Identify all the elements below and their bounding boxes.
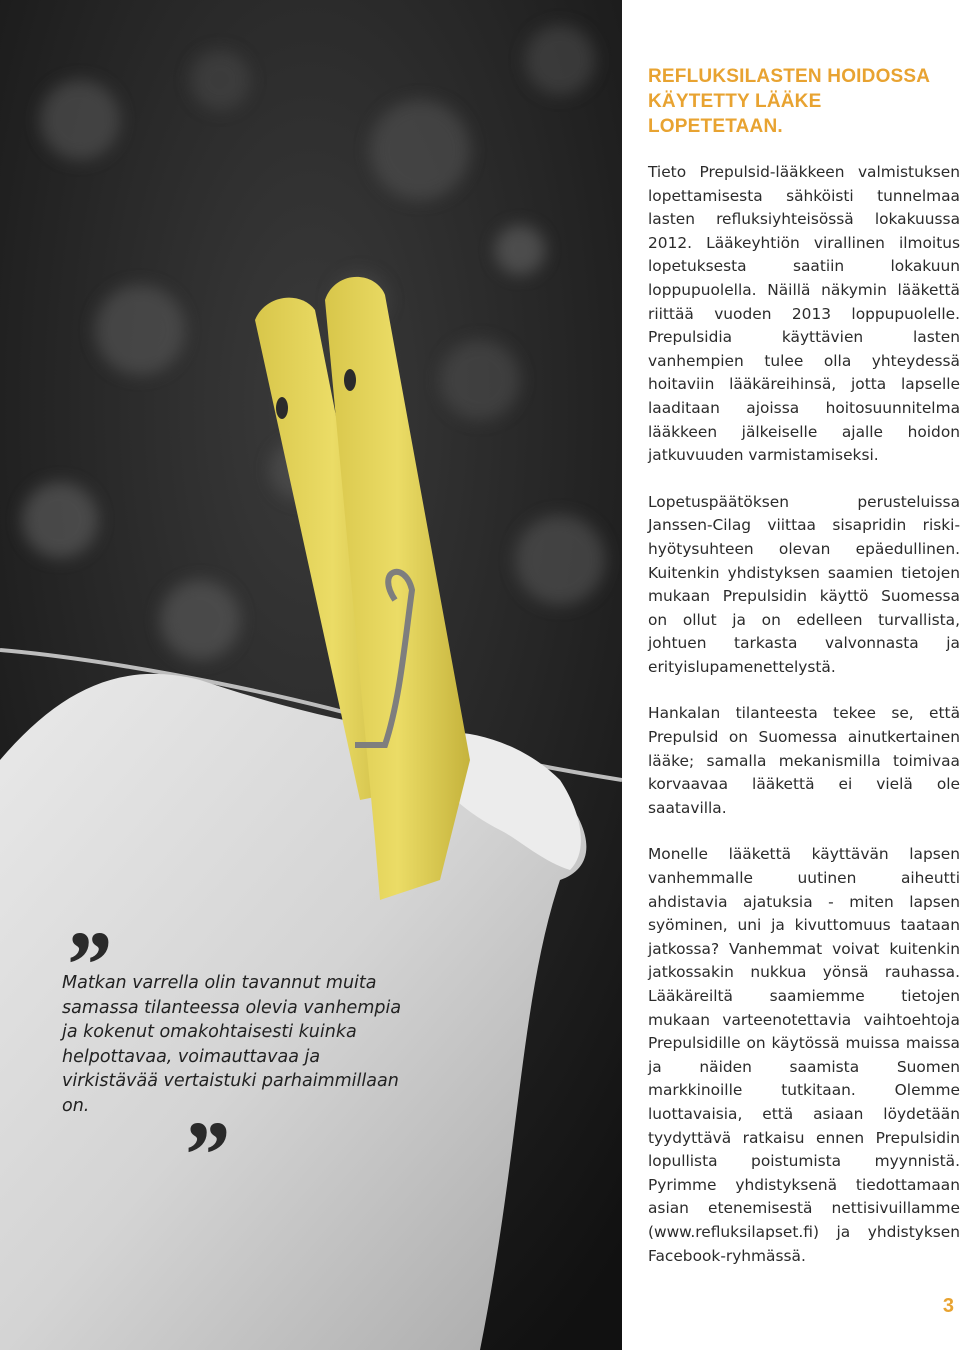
article-heading: REFLUKSILASTEN HOIDOSSA KÄYTETTY LÄÄKE LOPETETAAN.	[648, 66, 930, 137]
article-column	[648, 64, 960, 1291]
article-paragraph: Lopetuspäätöksen perusteluissa Janssen-Cilag viittaa sisapridin riski-hyötysuhteen olevan epäedullinen. Kuitenkin yhdistyksen saamien tietojen mukaan Prepulsidin käyttö Suomessa on ollut ja on edelleen turvallista, johtuen tarkasta valvonnasta ja erityislupamenettelystä.	[648, 492, 960, 676]
open-quote-mark: ”	[62, 911, 110, 1018]
pull-quote	[62, 911, 402, 1208]
pull-quote-text: Matkan varrella olin tavannut muita samassa tilanteessa olevia vanhempia ja kokenut omakohtaisesti kuinka helpottavaa, voimauttavaa ja virkistävää vertaistuki parhaimmillaan on.	[62, 973, 402, 1116]
close-quote-mark: ”	[180, 1101, 228, 1208]
article-paragraph: Hankalan tilanteesta tekee se, että Prepulsid on Suomessa ainutkertainen lääke; samalla mekanismilla toimivaa korvaavaa lääkettä ei vielä ole saatavilla.	[648, 704, 960, 817]
article-paragraph: Tieto Prepulsid-lääkkeen valmistuksen lopettamisesta sähköisti tunnelmaa lasten refluksiyhteisössä lokakuussa 2012. Lääkeyhtiön virallinen ilmoitus lopetuksesta saatiin lokakuun loppupuolella. Näillä näkymin lääkettä riittää vuoden 2013 loppupuolelle. Prepulsidia käyttävien lasten vanhempien tulee olla yhteydessä hoitaviin lääkäreihinsä, jotta lapselle laaditaan ajoissa hoitosuunnitelma lääkkeen jälkeiselle ajalle hoidon jatkuvuuden varmistamiseksi.	[648, 163, 960, 465]
article-paragraph: Monelle lääkettä käyttävän lapsen vanhemmalle uutinen aiheutti ahdistavia ajatuksia - miten lapsen syöminen, uni ja kivuttomuus taataan jatkossa? Vanhemmat voivat kuitenkin jatkossakin nukkua yönsä rauhassa. Lääkäreiltä saamiemme tietojen mukaan varteenotettavia vaihtoehtoja Prepulsidille on käytössä muissa maissa ja näiden saamista Suomen markkinoille tutkitaan. Olemme luottavaisia, että asiaan löydetään tyydyttävä ratkaisu ennen Prepulsidin lopullista poistumista myynnistä. Pyrimme yhdistyksenä tiedottamaan asian etenemisestä nettisivuillamme (www.refluksilapset.fi) ja yhdistyksen Facebook-ryhmässä.	[648, 845, 960, 1265]
page-number: 3	[942, 1295, 954, 1317]
